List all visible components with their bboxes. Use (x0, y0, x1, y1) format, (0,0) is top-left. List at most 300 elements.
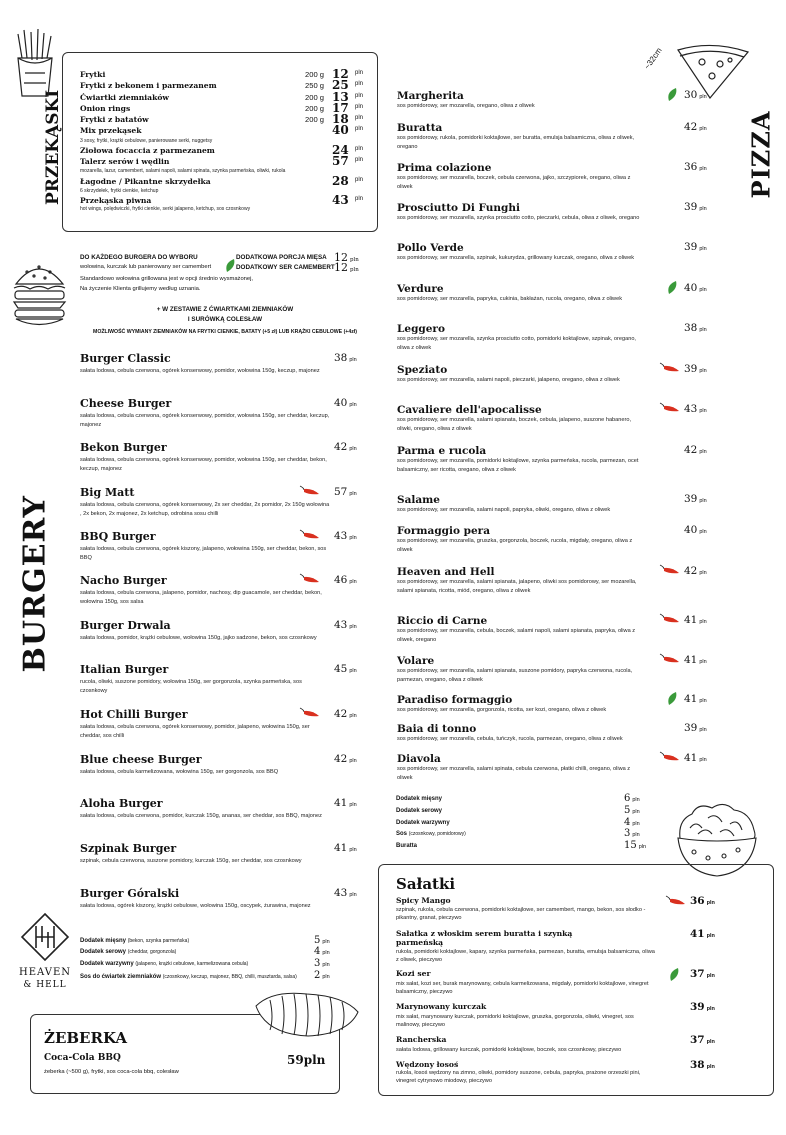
snack-unit: pln (355, 196, 364, 202)
pizza-name: Cavaliere dell'apocalisse (397, 404, 542, 416)
burger-price-unit: pln (349, 579, 357, 585)
burger-name: Burger Drwala (80, 619, 171, 632)
burgers-title: BURGERY (17, 495, 53, 673)
burger-price-unit: pln (349, 402, 357, 408)
salad-name: Kozi ser (396, 969, 431, 978)
pizza-addon (396, 820, 450, 826)
pizza-price-unit: pln (699, 368, 707, 374)
salad-price-value: 36 (690, 895, 705, 907)
burger-price (334, 663, 357, 675)
burger-desc: sałata lodowa, cebula czerwona, jalapeno, pomidor, nachosy, dip guacamole, ser cheddar, bekon, wołowina 150g, sos salsa (80, 590, 322, 605)
burger-price (334, 530, 357, 542)
burger-desc: sałata lodowa, cebula czerwona, ogórek konserwowy, pomidor, wołowina 150g, ser cheddar, keczup, majonez (80, 413, 330, 428)
chili-pepper-icon (298, 706, 320, 718)
salad-price-value: 37 (690, 1034, 705, 1046)
salad-desc: szpinak, rukola, cebula czerwona, pomidorki koktajlowe, ser camembert, mango, bekon, sos słodko - pikantny, granat, pieczywo (396, 907, 646, 921)
snack-weight: 200 g (305, 93, 325, 102)
pizza-price-unit: pln (699, 327, 707, 333)
addon-label: Buratta (396, 843, 418, 849)
burger-name: Burger Classic (80, 352, 171, 365)
salad-desc: rukola, łosoś wędzony na zimno, oliwki, pomidory suszone, cebula, papryka, prażone orzeszki pini, vinegret cytrynowo miodowy, pieczywo (396, 1070, 641, 1084)
addon-label: Sos (396, 831, 408, 837)
snack-item (80, 123, 366, 137)
pizza-price-unit: pln (699, 619, 707, 625)
burger-desc: sałata lodowa, pomidor, krążki cebulowe, wołowina 150g, jajko sadzone, bekon, sos czosnkowy (80, 635, 317, 641)
pizza-name: Riccio di Carne (397, 615, 488, 627)
snack-desc: hot wings, polędwiczki, frytki cienkie, serki jalapeno, ketchup, sos czosnkowy (80, 206, 251, 212)
snack-name: Ziołowa focaccia z parmezanem (80, 146, 215, 155)
burger-name: Szpinak Burger (80, 842, 177, 855)
burger-name: Big Matt (80, 486, 135, 499)
addon-label: Sos do ćwiartek ziemniaków (80, 974, 162, 980)
snack-price: 13 (332, 90, 349, 104)
addon-price-value: 6 (624, 793, 631, 804)
burger-price-unit: pln (349, 446, 357, 452)
pizza-price (684, 654, 707, 666)
addon-price-value: 2 (314, 970, 321, 981)
pizza-price-unit: pln (699, 126, 707, 132)
salad-price-value: 41 (690, 928, 705, 940)
salad-price (690, 968, 715, 980)
salad-name: Wędzony łosoś (396, 1060, 459, 1069)
burger-desc: rucola, oliwki, suszone pomidory, wołowina 150g, ser gorgonzola, szynka parmeńska, sos czosnkowy (80, 679, 302, 694)
snack-item (80, 67, 366, 81)
snack-price: 43 (332, 193, 349, 207)
salad-name: Marynowany kurczak (396, 1002, 487, 1011)
pizza-desc: sos pomidorowy, ser mozarella, salami spinata, cebula czerwona, płatki chilli, oregano, oliwa z oliwek (397, 766, 631, 781)
pizza-addon-price (624, 793, 640, 804)
salad-name: Rancherska (396, 1035, 447, 1044)
burger-name: Nacho Burger (80, 574, 167, 587)
vegetarian-leaf-icon (670, 968, 679, 981)
burger-desc: szpinak, cebula czerwona, suszone pomidory, kurczak 150g, ser cheddar, sos czosnkowy (80, 858, 302, 864)
pizza-name: Heaven and Hell (397, 566, 495, 578)
burger-price-value: 42 (334, 708, 348, 720)
burger-price-unit: pln (349, 713, 357, 719)
salad-desc: mix sałat, marynowany kurczak, pomidorki koktajlowe, gruszka, gorgonzola, oliwki, vinegret, sos malinowy, pieczywo (396, 1014, 634, 1028)
burger-price (334, 887, 357, 899)
salad-price (690, 1034, 715, 1046)
snack-unit: pln (355, 104, 364, 110)
burger-price-unit: pln (349, 758, 357, 764)
burger-price-value: 43 (334, 619, 348, 631)
extra-cheese-price: 12 pln (334, 261, 359, 274)
burger-desc: sałata lodowa, cebula czerwona, ogórek konserwowy, 2x ser cheddar, 2x pomidor, 2x 150g wołowina , 2x bekon, 2x majonez, 2x ketchup, odrobina sosu chilli (80, 502, 330, 517)
burger-price-value: 57 (334, 486, 348, 498)
snack-unit: pln (355, 93, 364, 99)
burger-price-value: 40 (334, 397, 348, 409)
chili-pepper-icon (658, 750, 680, 762)
pizza-price-unit: pln (699, 757, 707, 763)
burger-addon (80, 948, 310, 957)
pizza-desc: sos pomidorowy, ser mozarella, szynka prosciutto cotto, pomidorki koktajlowe, szpinak, oregano, oliwa z oliwek (397, 336, 636, 351)
burger-price-value: 46 (334, 574, 348, 586)
burger-name: BBQ Burger (80, 530, 156, 543)
pizza-price-value: 39 (684, 363, 698, 375)
extra-meat-label: DODATKOWA PORCJA MIĘSA (236, 254, 327, 261)
pizza-name: Pollo Verde (397, 242, 464, 254)
snack-weight: 250 g (305, 81, 325, 90)
addon-label: Dodatek serowy (396, 808, 443, 814)
pizza-price (684, 722, 707, 734)
pizza-desc: sos pomidorowy, ser mozarella, cebula, tuńczyk, rucola, parmezan, oregano, oliwa z oliwek (397, 736, 623, 742)
burger-price-value: 43 (334, 887, 348, 899)
addon-detail: (jalapeno, krążki cebulowe, karmelizowana cebula) (135, 961, 249, 967)
pizza-addon-price (624, 817, 640, 828)
snack-unit: pln (355, 177, 364, 183)
ribs-title: ŻEBERKA (44, 1029, 128, 1047)
burger-desc: sałata lodowa, cebula czerwona, ogórek kiszony, jalapeno, wołowina 150g, ser cheddar, bekon, sos BBQ (80, 546, 327, 561)
salad-name: Spicy Mango (396, 896, 451, 905)
burger-name: Hot Chilli Burger (80, 708, 188, 721)
burger-price-value: 42 (334, 753, 348, 765)
snack-unit: pln (355, 115, 364, 121)
snack-price: 28 (332, 174, 349, 188)
vegetarian-leaf-icon (668, 281, 677, 294)
ribs-desc: żeberka (~500 g), frytki, sos coca-cola bbq, colesław (44, 1069, 179, 1075)
salad-desc: rukola, pomidorki koktajlowe, kapary, szynka parmeńska, parmezan, buratta, emulsja balsamiczna, oliwa z oliwek, pieczywo (396, 949, 655, 963)
pizza-price-value: 39 (684, 241, 698, 253)
pizza-price-unit: pln (699, 449, 707, 455)
burger-icon (12, 258, 67, 328)
pizza-price-unit: pln (699, 408, 707, 414)
burger-price-unit: pln (349, 802, 357, 808)
pizza-price-unit: pln (699, 698, 707, 704)
burger-price-unit: pln (349, 892, 357, 898)
pizza-addon (396, 808, 442, 814)
burger-price-unit: pln (349, 357, 357, 363)
snacks-title: PRZEKĄSKI (43, 89, 63, 205)
burger-price-value: 43 (334, 530, 348, 542)
snack-name: Frytki z bekonem i parmezanem (80, 81, 217, 90)
pizza-price-unit: pln (699, 94, 707, 100)
salad-price (690, 1001, 715, 1013)
pizza-price (684, 752, 707, 764)
burger-name: Blue cheese Burger (80, 753, 202, 766)
chili-pepper-icon (664, 894, 686, 906)
pizza-price-value: 41 (684, 654, 698, 666)
pizza-desc: sos pomidorowy, ser mozarella, pomidorki koktajlowe, szynka parmeńska, rucola, parmezan, ocet balsamiczny, ser ricotta, oregano, oliwa z oliwek (397, 458, 639, 473)
burger-price-unit: pln (349, 491, 357, 497)
pizza-price-value: 42 (684, 565, 698, 577)
snack-unit: pln (355, 126, 364, 132)
snack-price: 25 (332, 78, 349, 92)
pizza-price (684, 201, 707, 213)
pizza-name: Baia di tonno (397, 723, 477, 735)
pizza-price (684, 322, 707, 334)
set-line-2: I SURÓWKĄ COLESŁAW (187, 316, 263, 323)
snack-price: 12 (332, 67, 349, 81)
pizza-price-unit: pln (699, 206, 707, 212)
burger-price (334, 797, 357, 809)
salad-price-unit: pln (706, 933, 715, 939)
addon-price-unit: pln (322, 974, 330, 980)
pizza-name: Buratta (397, 122, 443, 134)
salad-price-value: 38 (690, 1059, 705, 1071)
burger-desc: sałata lodowa, cebula czerwona, ogórek konserwowy, pomidor, wołowina 150g, keczup, majonez (80, 368, 320, 374)
salad-price-unit: pln (706, 1006, 715, 1012)
ribs-price: 59pln (287, 1053, 326, 1067)
pizza-price-value: 36 (684, 161, 698, 173)
pizza-desc: sos pomidorowy, ser mozarella, oregano, oliwa z oliwek (397, 103, 535, 109)
pizza-addon (396, 831, 466, 837)
pizza-price-unit: pln (699, 659, 707, 665)
addon-label: Dodatek warzywny (396, 820, 450, 826)
pizza-price (684, 614, 707, 626)
addon-detail: (bekon, szynka parmeńska) (127, 938, 190, 944)
snack-item (80, 193, 366, 207)
pizza-price-unit: pln (699, 166, 707, 172)
chili-pepper-icon (658, 563, 680, 575)
burger-price-value: 45 (334, 663, 348, 675)
pizza-price (684, 161, 707, 173)
burger-price (334, 397, 357, 409)
burger-price (334, 619, 357, 631)
vegetarian-leaf-icon (668, 88, 677, 101)
pizza-name: Formaggio pera (397, 525, 491, 537)
fries-icon (10, 28, 60, 98)
burger-desc: sałata lodowa, cebula karmelizowana, wołowina 150g, ser gorgonzola, sos BBQ (80, 769, 279, 775)
snack-name: Ćwiartki ziemniaków (80, 93, 169, 102)
pizza-name: Margherita (397, 90, 464, 102)
burger-name: Italian Burger (80, 663, 169, 676)
snack-price: 17 (332, 101, 349, 115)
pizza-desc: sos pomidorowy, rukola, pomidorki koktajlowe, ser buratta, emulsja balsamiczna, oliwa z oliwek, oregano (397, 135, 635, 150)
pizza-desc: sos pomidorowy, ser mozarella, salami spianata, suszone pomidory, papryka czerwona, rucola, parmezan, oregano, oliwa z oliwek (397, 668, 633, 683)
chili-pepper-icon (658, 401, 680, 413)
addon-price-unit: pln (322, 939, 330, 945)
pizza-price (684, 444, 707, 456)
burger-price (334, 708, 357, 720)
chili-pepper-icon (658, 652, 680, 664)
pizza-price-value: 41 (684, 693, 698, 705)
addon-price-value: 3 (314, 958, 321, 969)
addon-price-unit: pln (632, 832, 640, 838)
vegetarian-leaf-icon (668, 692, 677, 705)
pizza-price (684, 493, 707, 505)
burger-price (334, 352, 357, 364)
burger-addon (80, 937, 310, 946)
pizza-price-unit: pln (699, 727, 707, 733)
salad-price-unit: pln (706, 973, 715, 979)
addon-price-unit: pln (632, 797, 640, 803)
pizza-price (684, 363, 707, 375)
salad-desc: mix sałat, kozi ser, burak marynowany, cebula karmelizowana, migdały, pomidorki koktajlowe, vinegret balsamiczny, pieczywo (396, 981, 649, 995)
salad-price-unit: pln (706, 900, 715, 906)
burger-price-unit: pln (349, 668, 357, 674)
pizza-name: Volare (397, 655, 435, 667)
pizza-price-unit: pln (699, 498, 707, 504)
pizza-price (684, 89, 707, 101)
burger-price (334, 574, 357, 586)
burger-price-unit: pln (349, 847, 357, 853)
extra-meat-price: 12 pln (334, 251, 359, 264)
chili-pepper-icon (658, 612, 680, 624)
pizza-desc: sos pomidorowy, ser mozarella, salami napoli, pieczarki, jalapeno, oregano, oliwa z oliwek (397, 377, 620, 383)
addon-label: Dodatek mięsny (396, 796, 443, 802)
snack-price: 40 (332, 123, 349, 137)
snack-name: Łagodne / Pikantne skrzydełka (80, 177, 211, 186)
pizza-price (684, 524, 707, 536)
pizza-price-value: 38 (684, 322, 698, 334)
salad-price-value: 39 (690, 1001, 705, 1013)
snack-unit: pln (355, 157, 364, 163)
heaven-hell-logo (20, 912, 70, 962)
snack-name: Frytki z batatów (80, 115, 149, 124)
addon-detail: (czosnkowy, keczup, majonez, BBQ, chilli, musztarda, salsa) (162, 974, 297, 980)
addon-label: Dodatek mięsny (80, 938, 127, 944)
pizza-price-value: 39 (684, 493, 698, 505)
burger-addon (80, 960, 310, 969)
snack-price: 24 (332, 143, 349, 157)
snack-name: Mix przekąsek (80, 126, 142, 135)
pizza-price-value: 30 (684, 89, 698, 101)
snack-name: Przekąska piwna (80, 196, 152, 205)
snack-item (80, 90, 366, 104)
pizza-price-value: 40 (684, 282, 698, 294)
pizza-desc: sos pomidorowy, ser mozarella, salami spianata, boczek, cebula, jalapeno, suszone habanero, oliwki, oregano, oliwa z oliwek (397, 417, 632, 432)
pizza-name: Paradiso formaggio (397, 694, 513, 706)
snack-desc: 3 sosy, frytki, krążki cebulowe, panierowane serki, nuggetsy (80, 138, 213, 144)
grill-note-2: Na życzenie Klienta grillujemy według uznania. (80, 286, 201, 292)
snack-unit: pln (355, 146, 364, 152)
snack-desc: 6 skrzydełek, frytki cienkie, ketchup (80, 188, 159, 194)
chili-pepper-icon (298, 572, 320, 584)
burger-name: Bekon Burger (80, 441, 167, 454)
ribs-icon (252, 984, 362, 1042)
extra-cheese-label: DODATKOWY SER CAMEMBERT (236, 264, 335, 271)
salad-price-unit: pln (706, 1064, 715, 1070)
pizza-name: Verdure (397, 283, 444, 295)
pizza-desc: sos pomidorowy, ser mozarella, gruszka, gorgonzola, boczek, rucola, migdały, oregano, oliwa z oliwek (397, 538, 633, 553)
pizza-size: ~32cm (642, 45, 664, 72)
addon-detail: (cheddar, gorgonzola) (127, 949, 177, 955)
pizza-addon-price (624, 840, 646, 851)
salad-price (690, 928, 715, 940)
burger-price-value: 41 (334, 797, 348, 809)
pizza-price (684, 693, 707, 705)
chili-pepper-icon (298, 484, 320, 496)
burger-price (334, 842, 357, 854)
burger-name: Cheese Burger (80, 397, 172, 410)
snack-price: 57 (332, 154, 349, 168)
burger-name: Burger Góralski (80, 887, 180, 900)
snack-item (80, 154, 366, 168)
pizza-addon (396, 843, 417, 849)
burger-addon-price (314, 935, 330, 946)
snack-item (80, 143, 366, 157)
burger-desc: sałata lodowa, cebula czerwona, pomidor, kurczak 150g, ananas, ser cheddar, sos BBQ, majonez (80, 813, 322, 819)
pizza-addon-price (624, 805, 640, 816)
pizza-name: Speziato (397, 364, 448, 376)
pizza-price-value: 39 (684, 722, 698, 734)
pizza-name: Leggero (397, 323, 445, 335)
salad-name: Sałatka z włoskim serem buratta i szynką parmeńską (396, 929, 573, 947)
set-line-1: + W ZESTAWIE Z ĆWIARTKAMI ZIEMNIAKÓW (156, 306, 294, 313)
pizza-name: Prima colazione (397, 162, 492, 174)
addon-label: Dodatek serowy (80, 949, 127, 955)
pizza-price-value: 39 (684, 201, 698, 213)
snack-price: 18 (332, 112, 349, 126)
snack-name: Talerz serów i wędlin (80, 157, 170, 166)
pizza-name: Salame (397, 494, 440, 506)
vegetarian-leaf-icon (226, 259, 235, 272)
addon-price-value: 15 (624, 840, 637, 851)
burger-desc: sałata lodowa, cebula czerwona, ogórek konserwowy, pomidor, jalapeno, wołowina 150g, ser cheddar, sos chilli (80, 724, 310, 739)
snack-unit: pln (355, 70, 364, 76)
burger-addon (80, 972, 310, 983)
grill-note-1: Standardowo wołowina grillowana jest w opcji średnio wysmażonej, (80, 276, 254, 282)
pizza-addon (396, 796, 442, 802)
snack-name: Onion rings (80, 104, 131, 113)
addon-price-value: 4 (314, 946, 321, 957)
burger-price-value: 42 (334, 441, 348, 453)
addon-price-unit: pln (638, 844, 647, 850)
burger-price-unit: pln (349, 624, 357, 630)
chili-pepper-icon (658, 361, 680, 373)
burger-desc: sałata lodowa, ogórek kiszony, krążki cebulowe, wołowina 150g, oscypek, żurawina, majonez (80, 903, 311, 909)
salads-title: Sałatki (396, 875, 456, 893)
burger-price-unit: pln (349, 535, 357, 541)
chili-pepper-icon (298, 528, 320, 540)
addon-price-value: 5 (624, 805, 631, 816)
logo-hell: & HELL (23, 980, 67, 990)
salad-price-unit: pln (706, 1039, 715, 1045)
burger-addon-price (314, 958, 330, 969)
pizza-price (684, 241, 707, 253)
snack-weight: 200 g (305, 115, 325, 124)
addon-price-unit: pln (632, 809, 640, 815)
addon-price-unit: pln (632, 821, 640, 827)
pizza-price (684, 121, 707, 133)
addon-price-value: 3 (624, 828, 631, 839)
pizza-desc: sos pomidorowy, ser mozarella, papryka, cukinia, bakłażan, rucola, oregano, oliwa z oliwek (397, 296, 622, 302)
snack-item (80, 112, 366, 126)
pizza-price-value: 41 (684, 752, 698, 764)
salad-price-value: 37 (690, 968, 705, 980)
pizza-desc: sos pomidorowy, ser mozarella, szynka prosciutto cotto, pieczarki, cebula, oliwa z oliwek, oregano (397, 215, 640, 221)
pizza-title: PIZZA (746, 110, 776, 199)
pizza-price-value: 41 (684, 614, 698, 626)
pizza-price-value: 40 (684, 524, 698, 536)
addon-price-unit: pln (322, 962, 330, 968)
burger-price (334, 753, 357, 765)
addon-label: Dodatek warzywny (80, 961, 134, 967)
snack-unit: pln (355, 81, 364, 87)
addon-detail: (czosnkowy, pomidorowy) (408, 831, 466, 837)
burger-intro: DO KAŻDEGO BURGERA DO WYBORU (80, 254, 198, 261)
snack-weight: 200 g (305, 70, 325, 79)
pizza-desc: sos pomidorowy, ser mozarella, gorgonzola, ricotta, ser kozi, oregano, oliwa z oliwek (397, 707, 607, 713)
pizza-price-value: 42 (684, 444, 698, 456)
pizza-desc: sos pomidorowy, ser mozarella, boczek, cebula czerwona, jajko, szczypiorek, oregano, oliwa z oliwek (397, 175, 631, 190)
pizza-price-unit: pln (699, 529, 707, 535)
set-line-3: MOŻLIWOŚĆ WYMIANY ZIEMNIAKÓW NA FRYTKI CIENKIE, BATATY (+5 zł) LUB KRĄŻKI CEBULOWE (+4zł) (93, 329, 357, 335)
addon-price-value: 5 (314, 935, 321, 946)
pizza-price (684, 403, 707, 415)
burger-price (334, 486, 357, 498)
pizza-addon-price (624, 828, 640, 839)
pizza-desc: sos pomidorowy, ser mozarella, salami napoli, papryka, oliwki, oregano, oliwa z oliwek (397, 507, 611, 513)
addon-price-value: 4 (624, 817, 631, 828)
salad-price (690, 895, 715, 907)
pizza-price-unit: pln (699, 570, 707, 576)
snack-item (80, 101, 366, 115)
logo-heaven: HEAVEN (18, 967, 71, 978)
pizza-name: Prosciutto Di Funghi (397, 202, 520, 214)
burger-price (334, 441, 357, 453)
pizza-name: Parma e rucola (397, 445, 487, 457)
